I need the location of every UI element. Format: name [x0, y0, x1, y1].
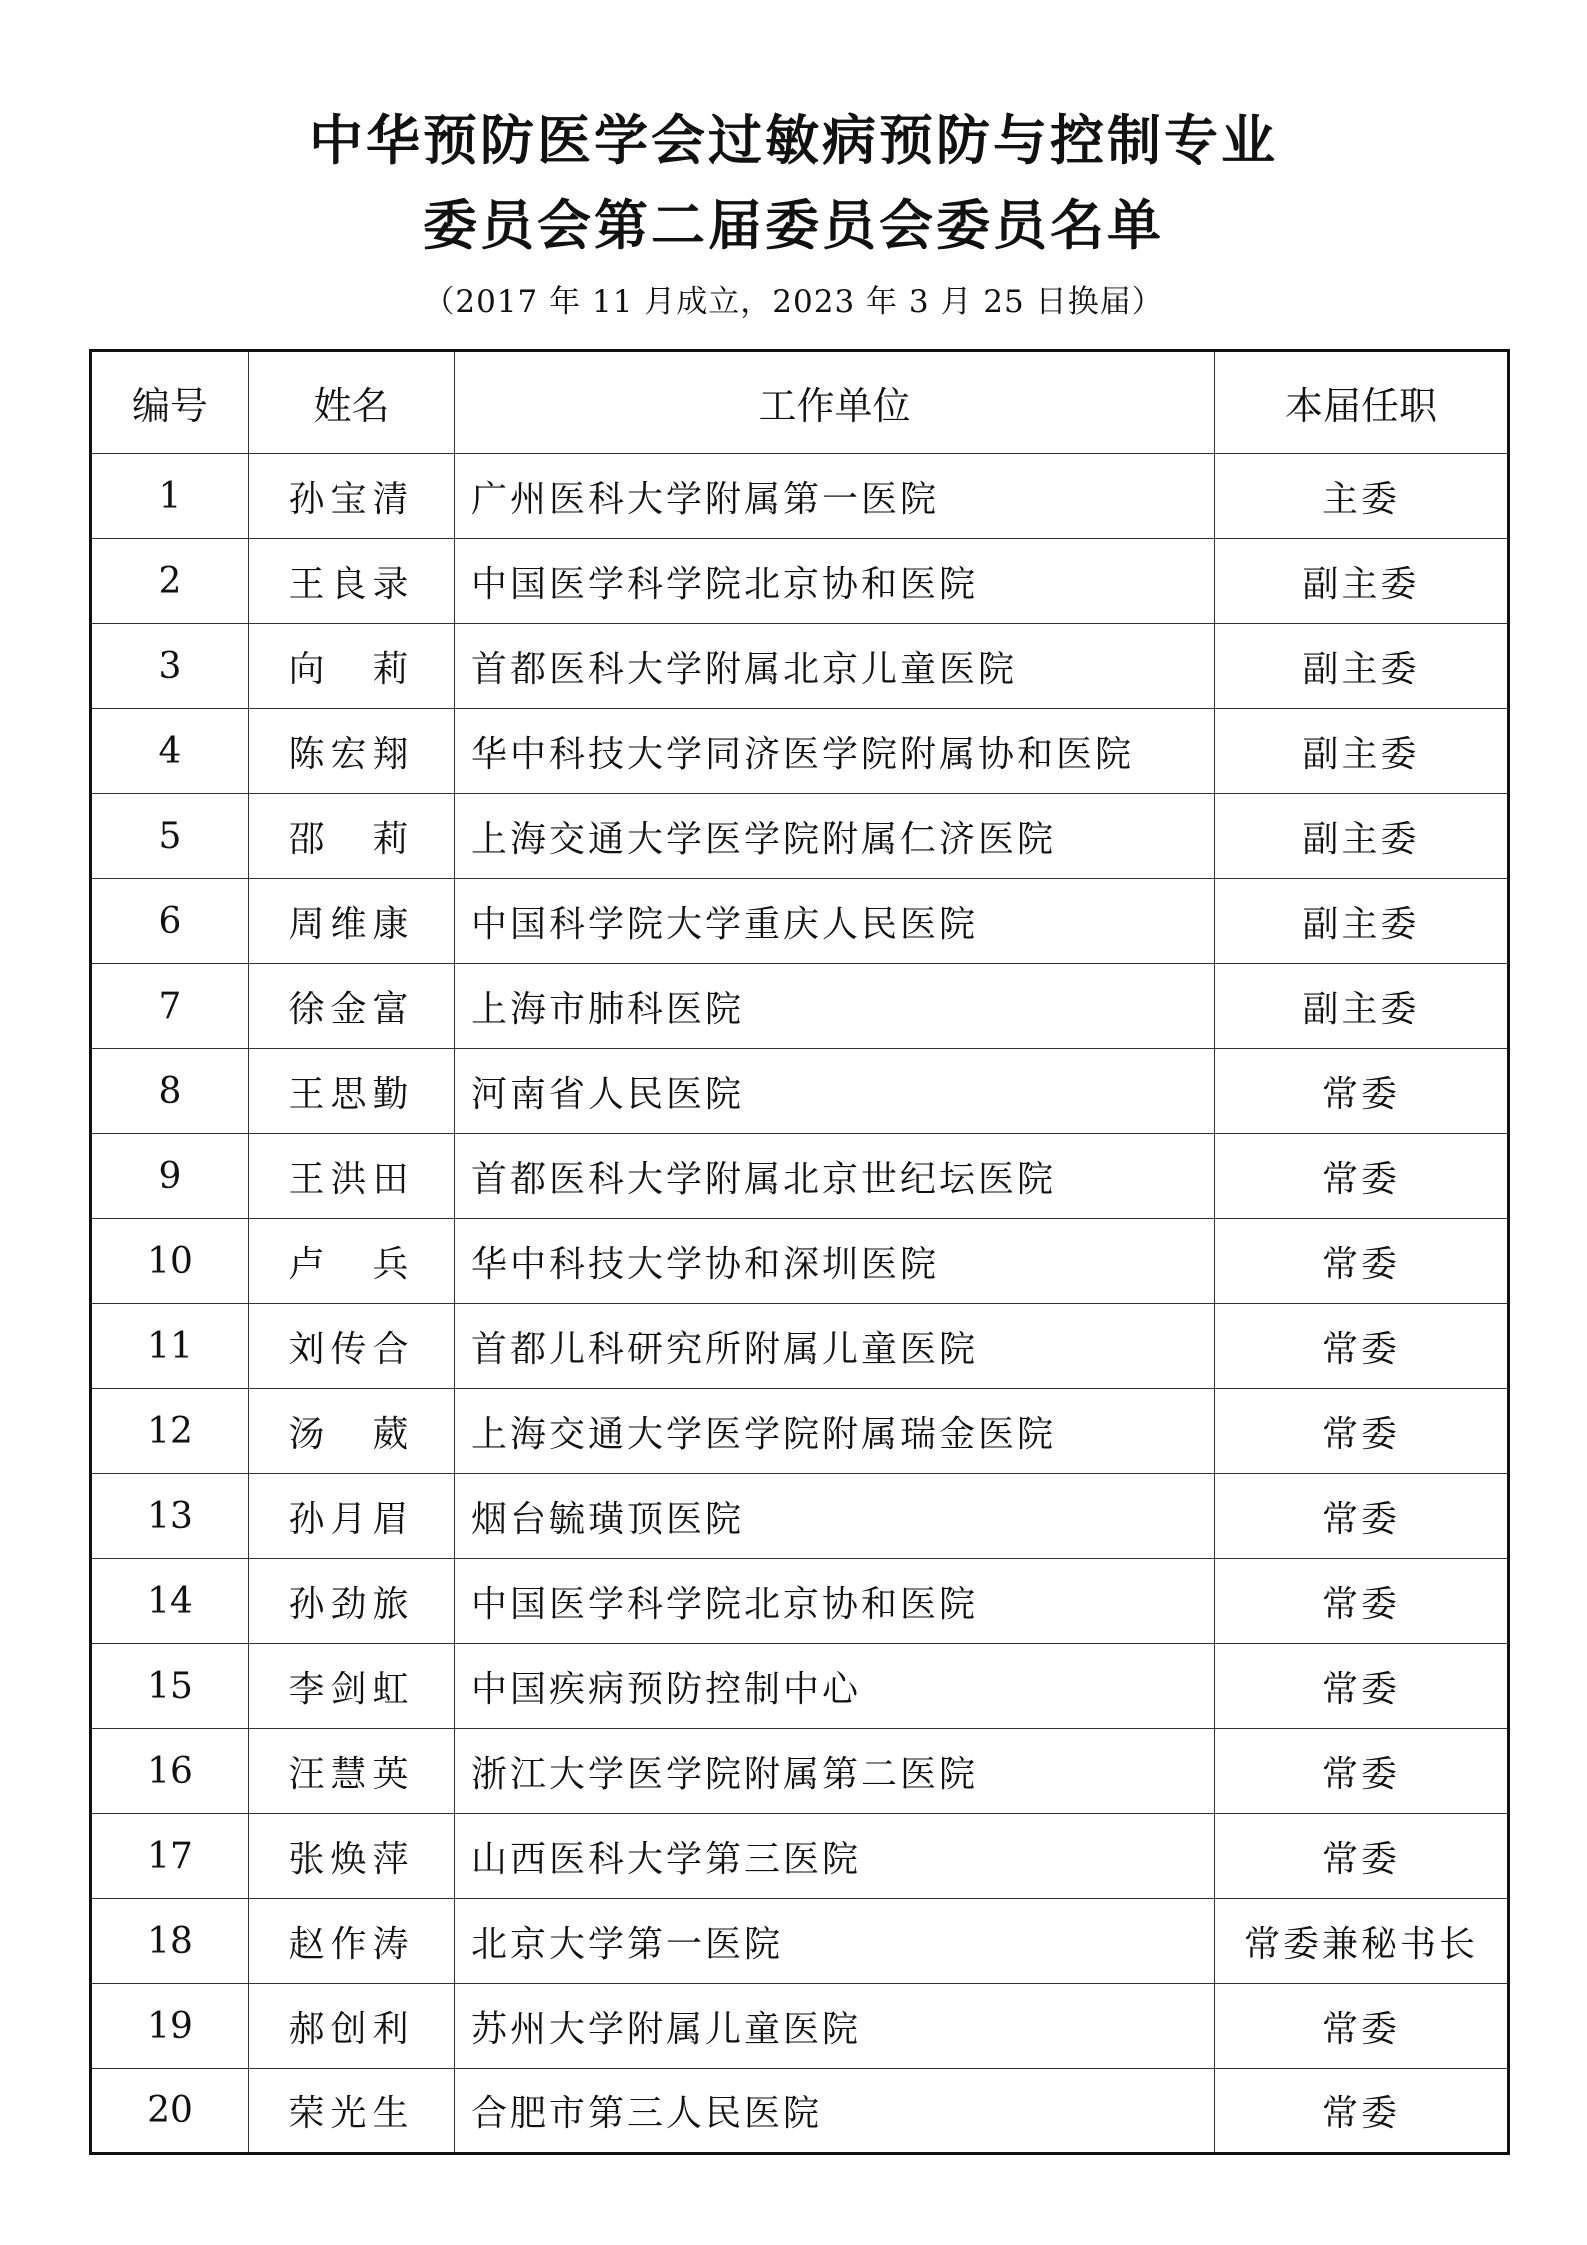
cell-workplace: 华中科技大学同济医学院附属协和医院 [455, 709, 1215, 794]
cell-name: 卢 兵 [249, 1219, 455, 1304]
cell-name: 汪慧英 [249, 1729, 455, 1814]
cell-workplace: 中国医学科学院北京协和医院 [455, 539, 1215, 624]
cell-workplace: 中国疾病预防控制中心 [455, 1644, 1215, 1729]
cell-workplace: 山西医科大学第三医院 [455, 1814, 1215, 1899]
cell-name: 刘传合 [249, 1304, 455, 1389]
cell-workplace: 上海交通大学医学院附属仁济医院 [455, 794, 1215, 879]
cell-workplace: 首都医科大学附属北京世纪坛医院 [455, 1134, 1215, 1219]
cell-workplace: 烟台毓璜顶医院 [455, 1474, 1215, 1559]
cell-position: 常委 [1215, 1814, 1509, 1899]
document-title-line2: 委员会第二届委员会委员名单 [423, 194, 1164, 257]
table-row [91, 454, 1509, 539]
table-row [91, 2069, 1509, 2154]
cell-workplace: 首都医科大学附属北京儿童医院 [455, 624, 1215, 709]
cell-position: 常委 [1215, 1474, 1509, 1559]
cell-position: 副主委 [1215, 794, 1509, 879]
table-row [91, 1899, 1509, 1984]
cell-workplace: 首都儿科研究所附属儿童医院 [455, 1304, 1215, 1389]
cell-number: 9 [91, 1134, 249, 1219]
cell-name: 李剑虹 [249, 1644, 455, 1729]
cell-position: 副主委 [1215, 709, 1509, 794]
cell-workplace: 北京大学第一医院 [455, 1899, 1215, 1984]
cell-number: 11 [91, 1304, 249, 1389]
cell-workplace: 华中科技大学协和深圳医院 [455, 1219, 1215, 1304]
cell-position: 常委 [1215, 2069, 1509, 2154]
header-name: 姓名 [249, 351, 455, 454]
table-row [91, 624, 1509, 709]
cell-workplace: 苏州大学附属儿童医院 [455, 1984, 1215, 2069]
table-row [91, 1559, 1509, 1644]
cell-name: 赵作涛 [249, 1899, 455, 1984]
cell-number: 5 [91, 794, 249, 879]
cell-number: 17 [91, 1814, 249, 1899]
table-row [91, 964, 1509, 1049]
cell-position: 副主委 [1215, 539, 1509, 624]
cell-number: 14 [91, 1559, 249, 1644]
cell-number: 8 [91, 1049, 249, 1134]
cell-number: 19 [91, 1984, 249, 2069]
header-number: 编号 [91, 351, 249, 454]
cell-position: 常委 [1215, 1729, 1509, 1814]
table-row [91, 1304, 1509, 1389]
cell-number: 4 [91, 709, 249, 794]
cell-number: 12 [91, 1389, 249, 1474]
cell-workplace: 广州医科大学附属第一医院 [455, 454, 1215, 539]
table-body [91, 454, 1509, 2154]
cell-name: 荣光生 [249, 2069, 455, 2154]
header-position: 本届任职 [1215, 351, 1509, 454]
cell-name: 孙劲旅 [249, 1559, 455, 1644]
cell-number: 6 [91, 879, 249, 964]
cell-position: 主委 [1215, 454, 1509, 539]
document-subtitle: （2017 年 11 月成立，2023 年 3 月 25 日换届） [423, 284, 1164, 320]
cell-number: 2 [91, 539, 249, 624]
cell-number: 1 [91, 454, 249, 539]
table-row [91, 1644, 1509, 1729]
cell-name: 邵 莉 [249, 794, 455, 879]
table-row [91, 1729, 1509, 1814]
table-row [91, 879, 1509, 964]
table-row [91, 1049, 1509, 1134]
cell-name: 张焕萍 [249, 1814, 455, 1899]
cell-position: 常委 [1215, 1984, 1509, 2069]
table-row [91, 539, 1509, 624]
cell-name: 陈宏翔 [249, 709, 455, 794]
cell-number: 3 [91, 624, 249, 709]
table-row [91, 1814, 1509, 1899]
cell-position: 副主委 [1215, 624, 1509, 709]
cell-number: 18 [91, 1899, 249, 1984]
cell-name: 周维康 [249, 879, 455, 964]
cell-position: 常委 [1215, 1134, 1509, 1219]
table-row [91, 1984, 1509, 2069]
cell-workplace: 上海交通大学医学院附属瑞金医院 [455, 1389, 1215, 1474]
cell-name: 孙宝清 [249, 454, 455, 539]
cell-position: 常委 [1215, 1049, 1509, 1134]
header-workplace: 工作单位 [455, 351, 1215, 454]
cell-position: 常委兼秘书长 [1215, 1899, 1509, 1984]
cell-number: 16 [91, 1729, 249, 1814]
cell-name: 王思勤 [249, 1049, 455, 1134]
cell-workplace: 合肥市第三人民医院 [455, 2069, 1215, 2154]
table-row [91, 1134, 1509, 1219]
table-row [91, 1219, 1509, 1304]
cell-position: 副主委 [1215, 964, 1509, 1049]
table-header-row [91, 351, 1509, 454]
cell-workplace: 中国科学院大学重庆人民医院 [455, 879, 1215, 964]
cell-name: 王良录 [249, 539, 455, 624]
cell-position: 常委 [1215, 1644, 1509, 1729]
document-title-line1: 中华预防医学会过敏病预防与控制专业 [309, 109, 1278, 172]
cell-position: 常委 [1215, 1559, 1509, 1644]
cell-number: 10 [91, 1219, 249, 1304]
cell-number: 20 [91, 2069, 249, 2154]
cell-position: 常委 [1215, 1219, 1509, 1304]
cell-name: 汤 葳 [249, 1389, 455, 1474]
cell-name: 向 莉 [249, 624, 455, 709]
cell-name: 王洪田 [249, 1134, 455, 1219]
table-row [91, 1389, 1509, 1474]
cell-position: 副主委 [1215, 879, 1509, 964]
cell-number: 15 [91, 1644, 249, 1729]
table-row [91, 794, 1509, 879]
member-table [89, 349, 1510, 2155]
cell-workplace: 中国医学科学院北京协和医院 [455, 1559, 1215, 1644]
cell-position: 常委 [1215, 1389, 1509, 1474]
cell-name: 郝创利 [249, 1984, 455, 2069]
table-row [91, 1474, 1509, 1559]
cell-name: 孙月眉 [249, 1474, 455, 1559]
cell-workplace: 浙江大学医学院附属第二医院 [455, 1729, 1215, 1814]
cell-position: 常委 [1215, 1304, 1509, 1389]
cell-workplace: 河南省人民医院 [455, 1049, 1215, 1134]
cell-workplace: 上海市肺科医院 [455, 964, 1215, 1049]
cell-name: 徐金富 [249, 964, 455, 1049]
cell-number: 7 [91, 964, 249, 1049]
cell-number: 13 [91, 1474, 249, 1559]
table-row [91, 709, 1509, 794]
